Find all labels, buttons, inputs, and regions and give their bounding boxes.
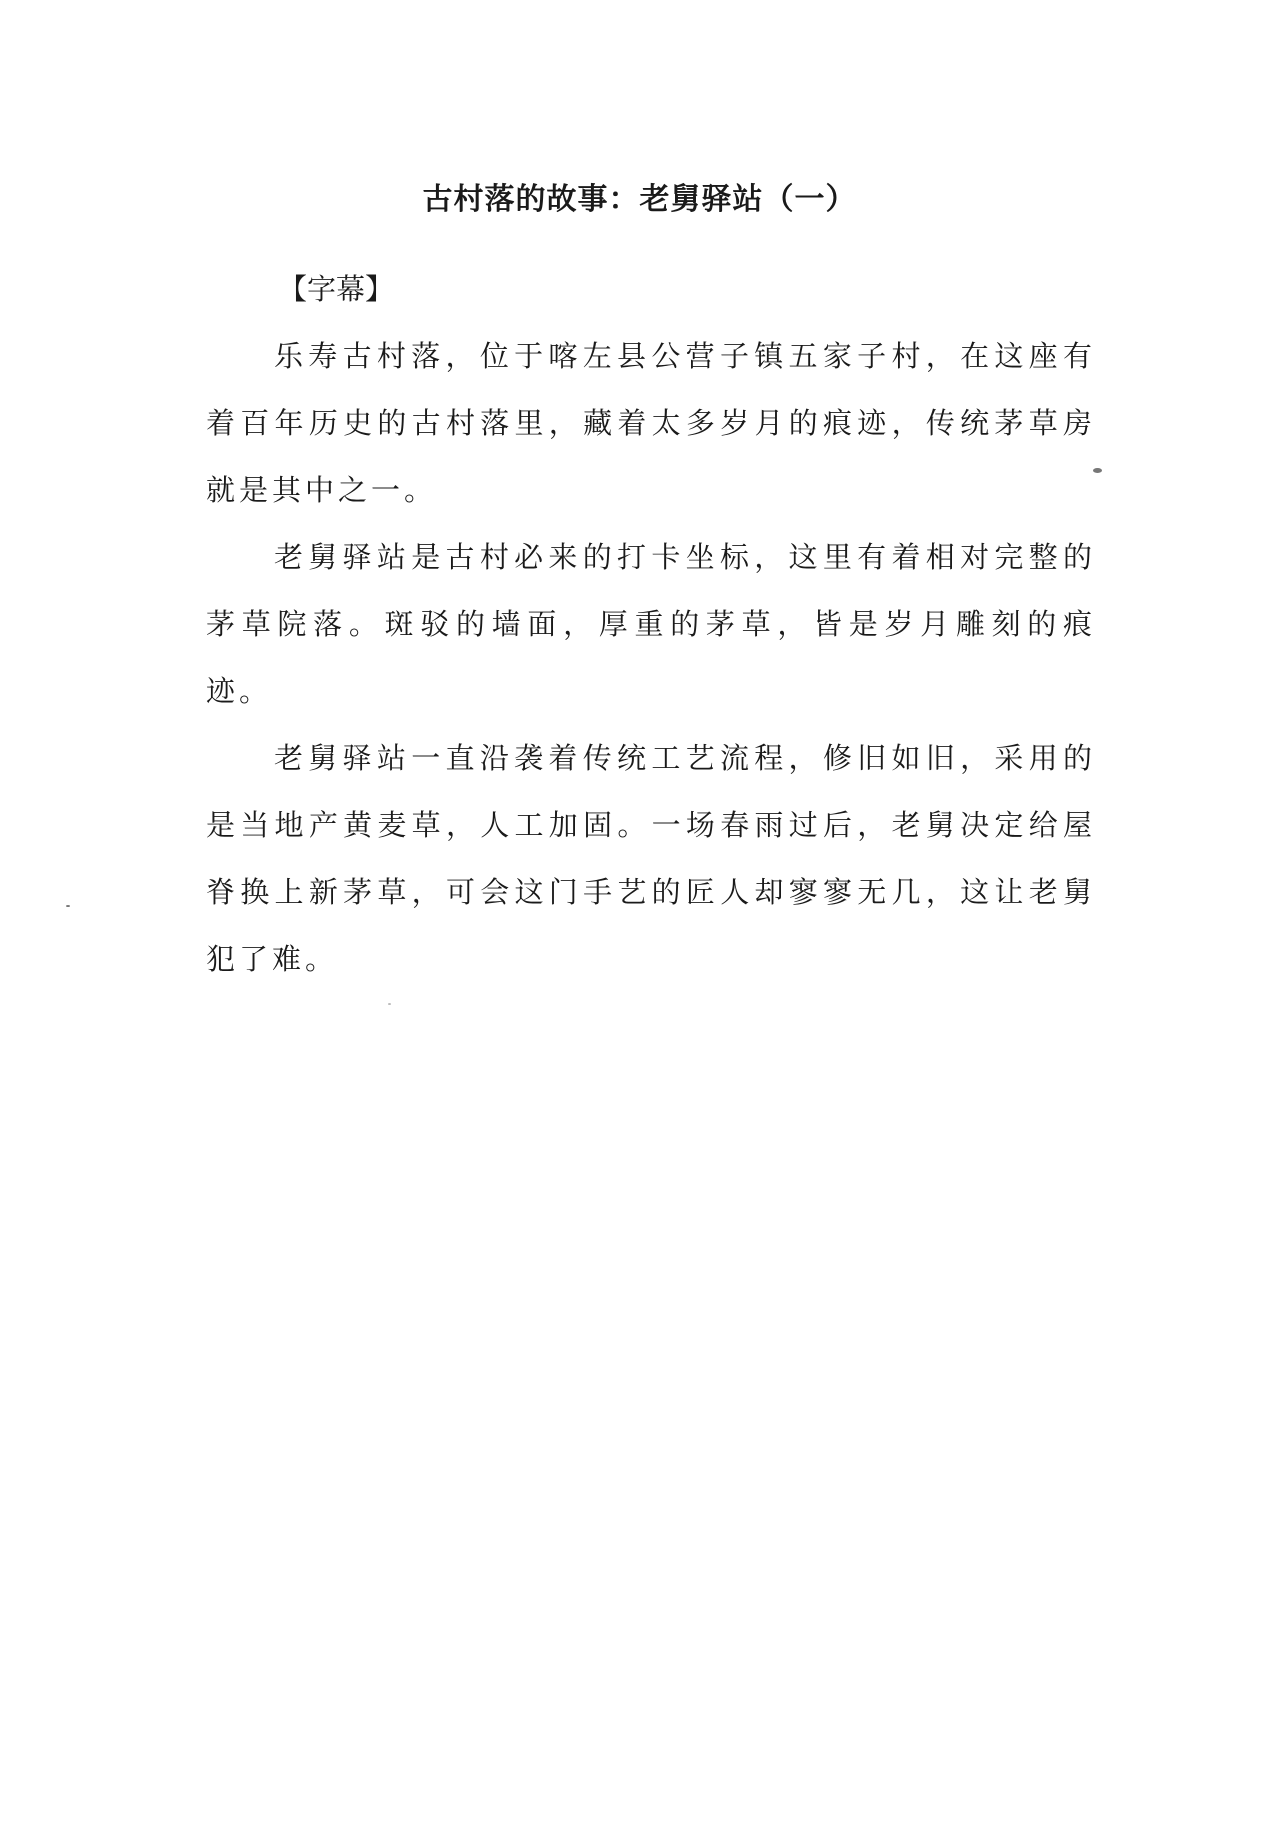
document-title: 古村落的故事：老舅驿站（一） [422, 182, 857, 217]
paragraph: 乐寿古村落，位于喀左县公营子镇五家子村，在这座有着百年历史的古村落里，藏着太多岁月的痕迹，传统茅草房就是其中之一。 [206, 339, 1096, 507]
scan-speck [1093, 468, 1102, 473]
section-label: 【字幕】 [278, 272, 395, 306]
scan-speck [66, 905, 70, 907]
document-body [206, 256, 1096, 993]
paragraph: 老舅驿站一直沿袭着传统工艺流程，修旧如旧，采用的是当地产黄麦草，人工加固。一场春雨过后，老舅决定给屋脊换上新茅草，可会这门手艺的匠人却寥寥无几，这让老舅犯了难。 [206, 741, 1096, 976]
paragraph: 老舅驿站是古村必来的打卡坐标，这里有着相对完整的茅草院落。斑驳的墙面，厚重的茅草，皆是岁月雕刻的痕迹。 [206, 540, 1096, 708]
scan-speck [388, 1003, 391, 1005]
